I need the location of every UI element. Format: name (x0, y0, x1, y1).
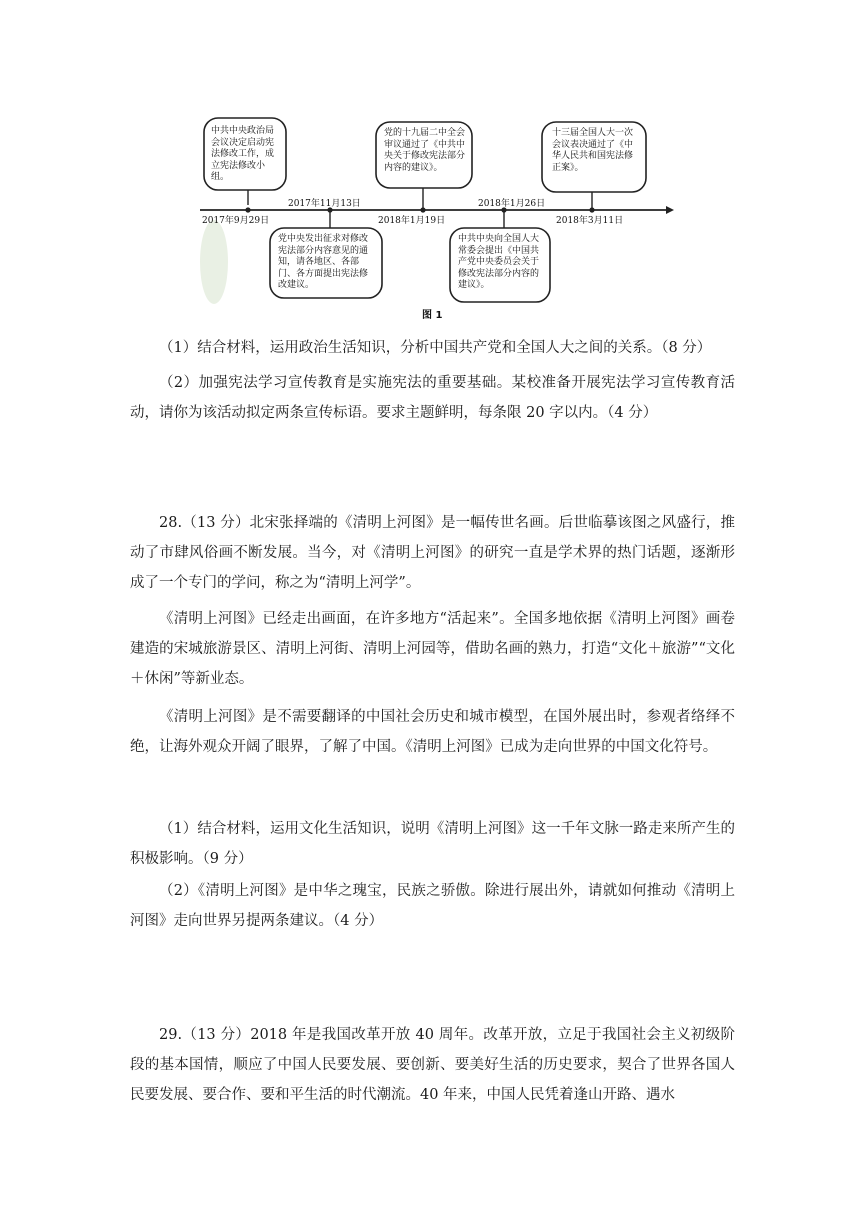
date-2018-01-26: 2018年1月26日 (478, 199, 546, 209)
date-2018-03-11: 2018年3月11日 (556, 216, 624, 226)
box-top-2-text: 党的十九届二中全会审议通过了《中共中央关于修改宪法部分内容的建议》。 (384, 128, 466, 173)
date-2018-01-19: 2018年1月19日 (378, 216, 446, 226)
q28-subquestion-2: （2）《清明上河图》是中华之瑰宝，民族之骄傲。除进行展出外，请就如何推动《清明上河图》走向世界另提两条建议。（4 分） (130, 883, 735, 929)
dot-5 (589, 207, 594, 212)
q28-subquestion-1: （1）结合材料，运用文化生活知识，说明《清明上河图》这一千年文脉一路走来所产生的积极影响。（9 分） (130, 821, 735, 867)
q28-paragraph-3: 《清明上河图》是不需要翻译的中国社会历史和城市模型，在国外展出时，参观者络绎不绝，让海外观众开阔了眼界，了解了中国。《清明上河图》已成为走向世界的中国文化符号。 (130, 709, 735, 755)
dot-3 (420, 207, 425, 212)
axis-arrow (666, 206, 674, 214)
box-bottom-1-text: 党中央发出征求对修改宪法部分内容意见的通知，请各地区、各部门、各方面提出宪法修改建议。 (278, 234, 369, 290)
timeline-figure (196, 112, 674, 324)
q27-subquestion-1: （1）结合材料，运用政治生活知识，分析中国共产党和全国人大之间的关系。（8 分） (159, 340, 712, 356)
q29-intro: 29.（13 分）2018 年是我国改革开放 40 周年。改革开放，立足于我国社会主义初级阶段的基本国情，顺应了中国人民要发展、要创新、要美好生活的历史要求，契合了世界各国人民要发展、要合作、要和平生活的时代潮流。40 年来，中国人民凭着逢山开路、遇水 (130, 1027, 735, 1103)
box-bottom-2-text: 中共中央向全国人大常委会提出《中国共产党中央委员会关于修改宪法部分内容的建议》。 (458, 234, 540, 290)
q28-intro: 28.（13 分）北宋张择端的《清明上河图》是一幅传世名画。后世临摹该图之风盛行，推动了市肆风俗画不断发展。当今，对《清明上河图》的研究一直是学术界的热门话题，逐渐形成了一个专门的学问，称之为“清明上河学”。 (130, 515, 735, 591)
date-2017-09-29: 2017年9月29日 (202, 216, 270, 226)
q28-paragraph-2: 《清明上河图》已经走出画面，在许多地方“活起来”。全国多地依据《清明上河图》画卷建造的宋城旅游景区、清明上河街、清明上河园等，借助名画的熟力，打造“文化＋旅游”“文化＋休闲”等新业态。 (130, 611, 735, 687)
date-2017-11-13: 2017年11月13日 (288, 199, 361, 209)
box-top-1-text: 中共中央政治局会议决定启动宪法修改工作，成立宪法修改小组。 (211, 126, 275, 182)
figure-caption: 图 1 (422, 310, 443, 321)
scan-smudge (200, 220, 228, 304)
box-top-3-text: 十三届全国人大一次会议表决通过了《中华人民共和国宪法修正案》。 (552, 128, 634, 173)
q27-subquestion-2: （2）加强宪法学习宣传教育是实施宪法的重要基础。某校准备开展宪法学习宣传教育活动，请你为该活动拟定两条宣传标语。要求主题鲜明，每条限 20 字以内。（4 分） (130, 375, 735, 421)
dot-1 (245, 207, 250, 212)
